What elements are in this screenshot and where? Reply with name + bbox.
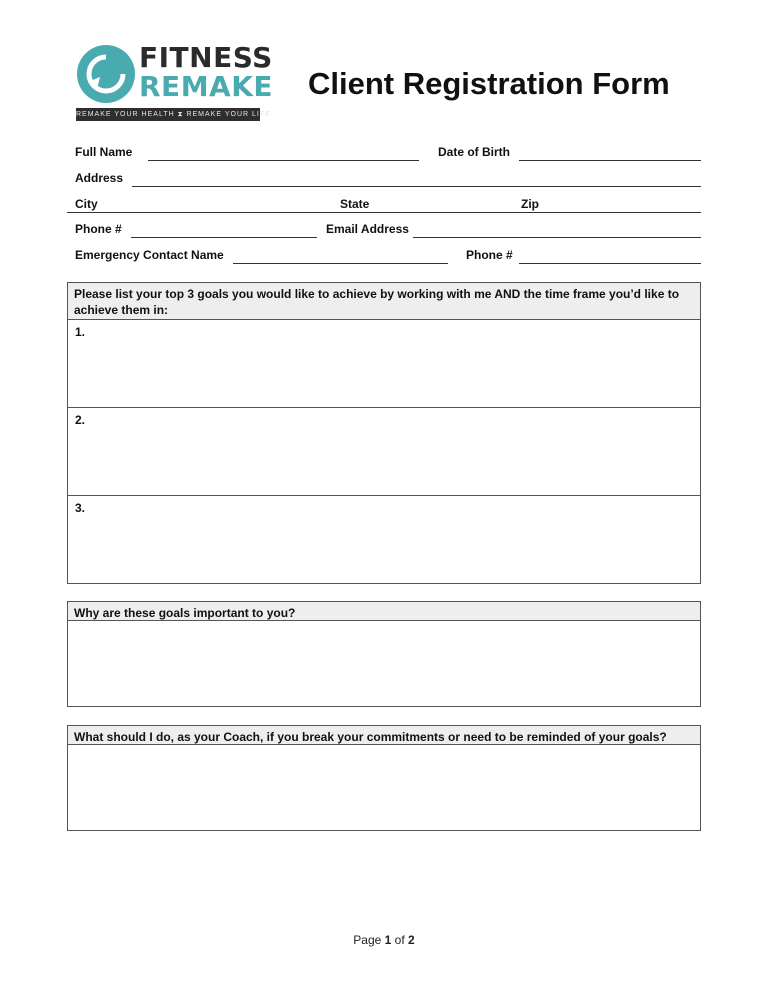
address-label: Address: [75, 171, 124, 185]
logo-tagline: REMAKE YOUR HEALTH ⧗ REMAKE YOUR LIFE: [76, 108, 260, 121]
footer-current-page: 1: [384, 933, 392, 947]
footer-mid: of: [391, 933, 409, 947]
logo-word-fitness: FITNESS: [139, 41, 273, 74]
dob-label: Date of Birth: [438, 145, 510, 159]
goals-box: [67, 282, 701, 584]
emergency-contact-field[interactable]: [233, 263, 448, 264]
city-state-zip-field[interactable]: [67, 212, 701, 213]
phone-label: Phone #: [75, 222, 122, 236]
emergency-phone-label: Phone #: [466, 248, 513, 262]
why-box: [67, 601, 701, 707]
coach-box-header: What should I do, as your Coach, if you break your commitments or need to be reminded of your goals?: [68, 726, 700, 745]
fitness-remake-logo: [76, 41, 274, 124]
dob-field[interactable]: [519, 160, 701, 161]
state-label: State: [340, 197, 370, 211]
email-label: Email Address: [326, 222, 409, 236]
goals-box-header: Please list your top 3 goals you would like to achieve by working with me AND the time frame you’d like to achieve them in:: [68, 283, 700, 320]
logo-word-remake: REMAKE: [139, 70, 274, 103]
why-box-header: Why are these goals important to you?: [68, 602, 700, 621]
coach-box: [67, 725, 701, 831]
page-title: Client Registration Form: [308, 66, 670, 101]
phone-field[interactable]: [131, 237, 317, 238]
goal-2-field[interactable]: [68, 408, 700, 496]
coach-field[interactable]: [68, 745, 700, 830]
goal-3-number: 3.: [75, 501, 86, 515]
full-name-label: Full Name: [75, 145, 133, 159]
why-field[interactable]: [68, 621, 700, 706]
address-field[interactable]: [132, 186, 701, 187]
footer-prefix: Page: [353, 933, 385, 947]
goal-1-field[interactable]: [68, 320, 700, 408]
emergency-contact-label: Emergency Contact Name: [75, 248, 224, 262]
city-label: City: [75, 197, 98, 211]
email-field[interactable]: [413, 237, 701, 238]
page-footer: [0, 933, 768, 947]
emergency-phone-field[interactable]: [519, 263, 701, 264]
goal-2-number: 2.: [75, 413, 86, 427]
goal-1-number: 1.: [75, 325, 86, 339]
logo-refresh-icon: [76, 44, 136, 104]
footer-total-pages: 2: [408, 933, 415, 947]
zip-label: Zip: [521, 197, 539, 211]
full-name-field[interactable]: [148, 160, 419, 161]
goal-3-field[interactable]: [68, 496, 700, 583]
